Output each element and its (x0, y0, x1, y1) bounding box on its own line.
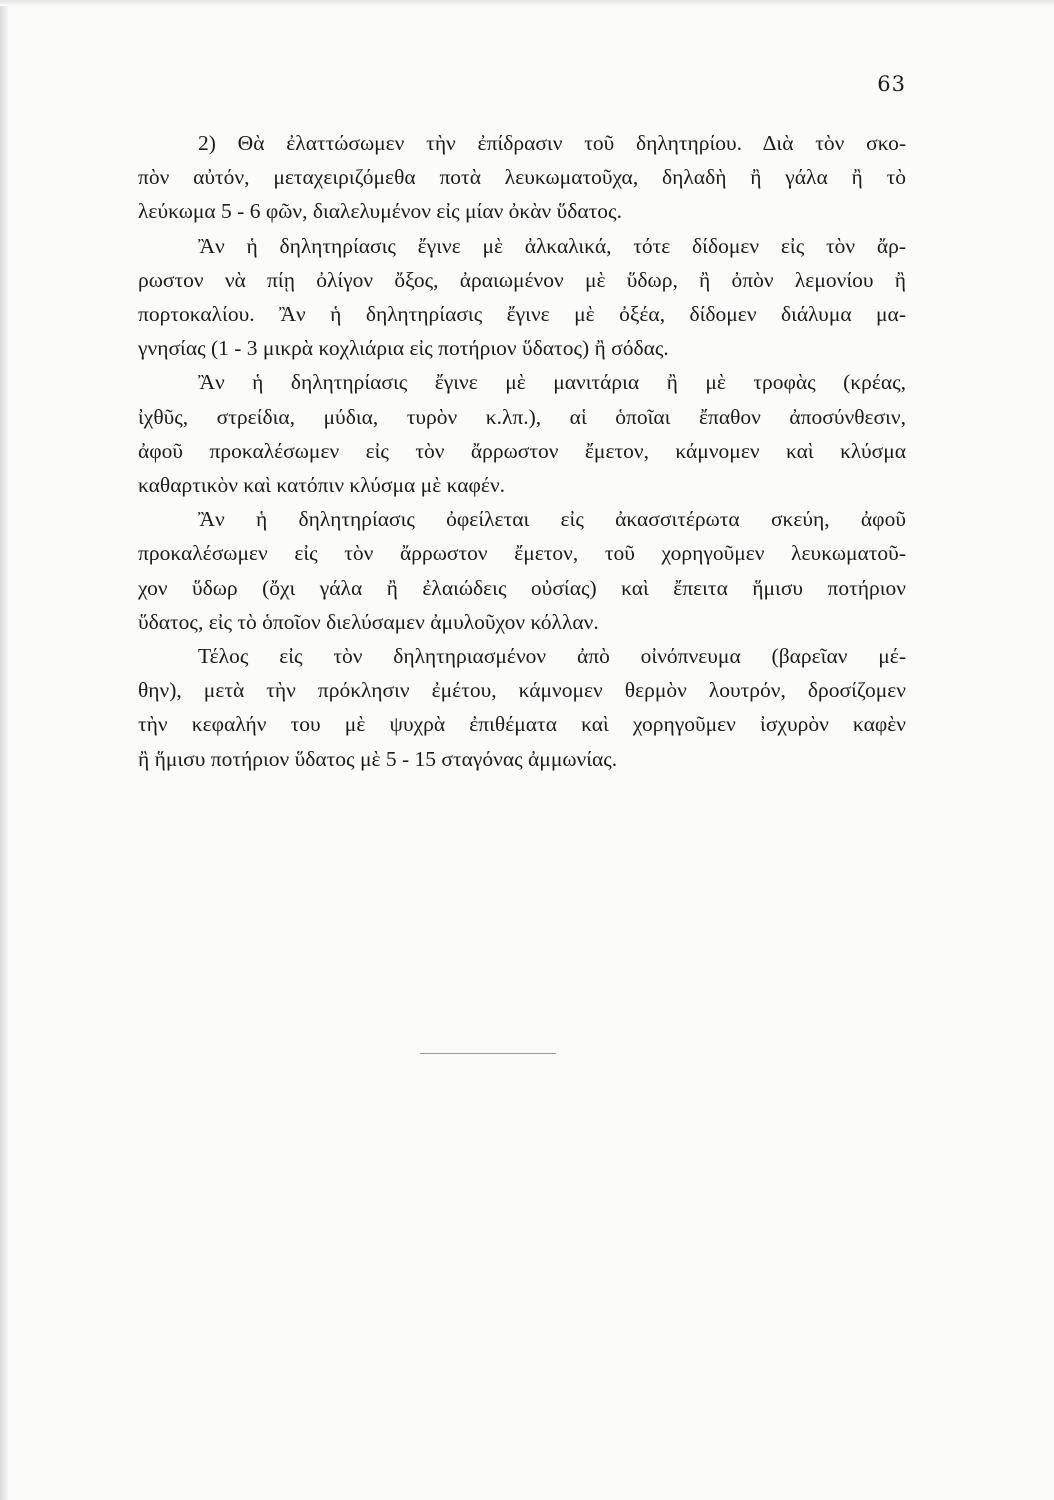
page-top-shadow (0, 0, 1054, 6)
body-text (78, 126, 906, 776)
paragraph-5 (78, 639, 906, 776)
text-line: Ἂν ἡ δηλητηρίασις ἔγινε μὲ ἀλκαλικά, τότε δίδομεν εἰς τὸν ἄρ- (198, 233, 906, 258)
text-line: ὕδατος, εἰς τὸ ὁποῖον διελύσαμεν ἀμυλοῦχον κόλλαν. (138, 609, 599, 634)
text-line: ἰχθῦς, στρείδια, μύδια, τυρὸν κ.λπ.), αἱ ὁποῖαι ἔπαθον ἀποσύνθεσιν, (138, 404, 906, 429)
text-line: χον ὕδωρ (ὄχι γάλα ἢ ἐλαιώδεις οὐσίας) καὶ ἔπειτα ἥμισυ ποτήριον (138, 575, 906, 600)
text-line: Ἂν ἡ δηλητηρίασις ὀφείλεται εἰς ἀκασσιτέρωτα σκεύη, ἀφοῦ (198, 507, 906, 532)
text-line: Τέλος εἰς τὸν δηλητηριασμένον ἀπὸ οἰνόπνευμα (βαρεῖαν μέ- (198, 644, 906, 669)
text-line: τὴν κεφαλήν του μὲ ψυχρὰ ἐπιθέματα καὶ χορηγοῦμεν ἰσχυρὸν καφὲν (138, 712, 906, 737)
text-line: ἢ ἥμισυ ποτήριον ὕδατος μὲ 5 - 15 σταγόνας ἀμμωνίας. (138, 746, 618, 771)
text-line: Ἂν ἡ δηλητηρίασις ἔγινε μὲ μανιτάρια ἢ μὲ τροφὰς (κρέας, (198, 370, 906, 395)
text-line: γνησίας (1 - 3 μικρὰ κοχλιάρια εἰς ποτήριον ὕδατος) ἢ σόδας. (138, 336, 669, 361)
paragraph-2 (78, 229, 906, 366)
paragraph-3 (78, 365, 906, 502)
text-line: προκαλέσωμεν εἰς τὸν ἄρρωστον ἔμετον, τοῦ χορηγοῦμεν λευκωματοῦ- (138, 541, 906, 566)
text-line: πορτοκαλίου. Ἂν ἡ δηλητηρίασις ἔγινε μὲ ὀξέα, δίδομεν διάλυμα μα- (138, 302, 906, 327)
text-line: πὸν αὐτόν, μεταχειριζόμεθα ποτὰ λευκωματοῦχα, δηλαδὴ ἢ γάλα ἢ τὸ (138, 165, 906, 190)
paragraph-1 (78, 126, 906, 229)
paragraph-4 (78, 502, 906, 639)
text-line: ἀφοῦ προκαλέσωμεν εἰς τὸν ἄρρωστον ἔμετον, κάμνομεν καὶ κλύσμα (138, 438, 906, 463)
text-line: λεύκωμα 5 - 6 φῶν, διαλελυμένον εἰς μίαν ὀκὰν ὕδατος. (138, 199, 622, 224)
page-binding-shadow (0, 0, 8, 1500)
page-number: 63 (877, 72, 906, 96)
text-line: ρωστον νὰ πίῃ ὀλίγον ὄξος, ἀραιωμένον μὲ ὕδωρ, ἢ ὀπὸν λεμονίου ἢ (138, 267, 906, 292)
section-divider (420, 1053, 556, 1054)
text-line: καθαρτικὸν καὶ κατόπιν κλύσμα μὲ καφέν. (138, 473, 506, 498)
text-line: 2) Θὰ ἐλαττώσωμεν τὴν ἐπίδρασιν τοῦ δηλητηρίου. Διὰ τὸν σκο- (198, 131, 906, 155)
text-line: θην), μετὰ τὴν πρόκλησιν ἐμέτου, κάμνομεν θερμὸν λουτρόν, δροσίζομεν (138, 678, 906, 703)
